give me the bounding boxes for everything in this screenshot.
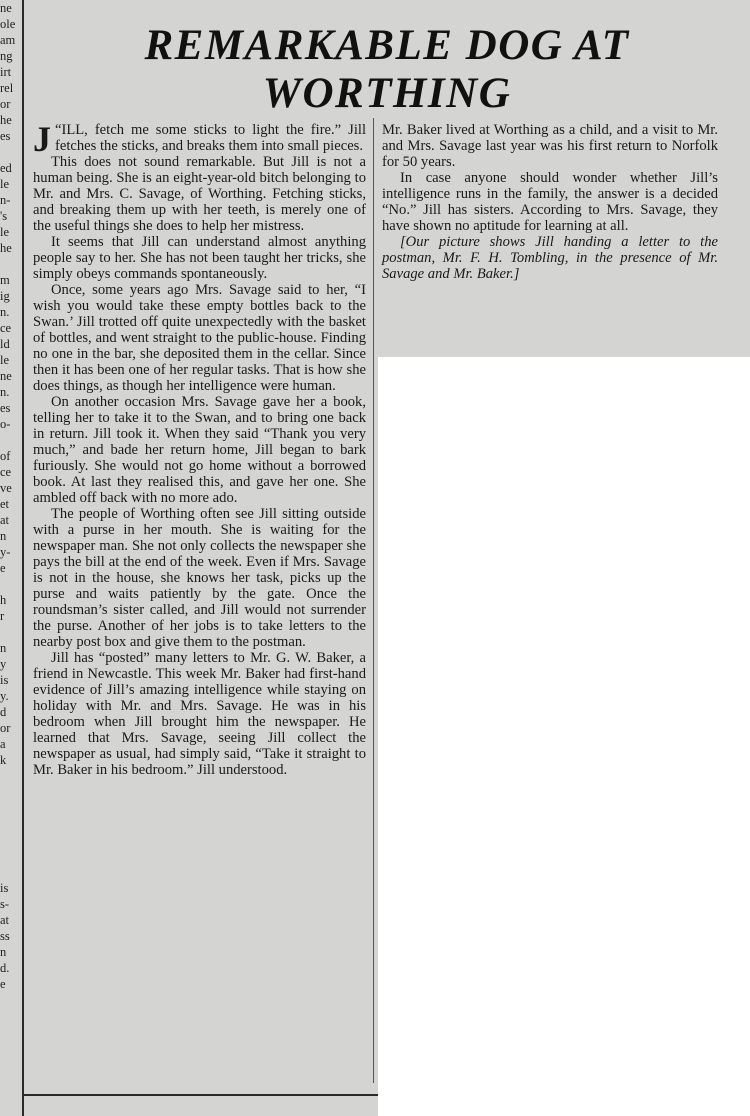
article-paragraph-6: The people of Worthing often see Jill sitting outside with a purse in her mouth. She is waiting for the newspaper man. She not only collects the newspaper she pays the bill at the end of the week. Even if Mrs. Savage is not in the house, she knows her task, picks up the purse and waits patiently by the gate. Once the roundsman’s sister called, and Jill would not surrender the purse. Another of her jobs is to take letters to the nearby post box and give them to the postman. (33, 506, 366, 650)
previous-column-line (0, 832, 22, 848)
article-column-right (382, 122, 718, 282)
article-column-left (33, 119, 366, 778)
column-rule-middle (373, 118, 374, 1083)
previous-column-line (0, 848, 22, 864)
previous-column-line: ce (0, 465, 12, 479)
previous-column-line: ce (0, 321, 12, 335)
article-paragraph-8: Mr. Baker lived at Worthing as a child, and a visit to Mr. and Mrs. Savage last year was his first return to Norfolk for 50 years. (382, 122, 718, 170)
previous-column-line: k (0, 753, 7, 767)
previous-column-line (0, 432, 22, 448)
previous-column-line (0, 816, 22, 832)
previous-column-line: rel (0, 81, 14, 95)
previous-column-line: le (0, 177, 10, 191)
previous-column-line: ng (0, 49, 13, 63)
article-paragraph-7: Jill has “posted” many letters to Mr. G. W. Baker, a friend in Newcastle. This week Mr. Baker had first-hand evidence of Jill’s amazing intelligence while staying on holiday with Mr. and Mrs. Savage. He was in his bedroom when Jill brought him the newspaper. He learned that Mrs. Savage, seeing Jill collect the newspaper as usual, had simply said, “Take it straight to Mr. Baker in his bedroom.” Jill understood. (33, 650, 366, 778)
previous-column-line: ed (0, 161, 12, 175)
previous-column-line: of (0, 449, 11, 463)
article-headline (24, 22, 750, 118)
previous-column-line: ld (0, 337, 10, 351)
previous-column-line: a (0, 737, 6, 751)
previous-column-line: ve (0, 481, 12, 495)
previous-column-line: m (0, 273, 10, 287)
previous-column-line: ne (0, 369, 12, 383)
article-paragraph-5: On another occasion Mrs. Savage gave her a book, telling her to take it to the Swan, and to bring one back in return. Jill took it. When they said “Thank you very much,” and bade her return home, Jill began to bark furiously. She would not go home without a borrowed book. At last they realised this, and gave her one. She ambled off back with no more ado. (33, 394, 366, 506)
previous-column-fragment (0, 0, 22, 1116)
article-paragraph-2: This does not sound remarkable. But Jill is not a human being. She is an eight-year-old bitch belonging to Mr. and Mrs. C. Savage, of Worthing. Fetching sticks, and breaking them up with her teeth, is merely one of the useful things she does to help her mistress. (33, 154, 366, 234)
previous-column-line (0, 784, 22, 800)
previous-column-line: ole (0, 17, 16, 31)
drop-cap: J (33, 119, 51, 159)
article-paragraph-4: Once, some years ago Mrs. Savage said to her, “I wish you would take these empty bottles back to the Swan.’ Jill trotted off quite unexpectedly with the basket of bottles, and went straight to the public-house. Finding no one in the bar, she deposited them in the cellar. Since then it has been one of her regular tasks. That is how she does things, as though her intelligence were human. (33, 282, 366, 394)
previous-column-line: n- (0, 193, 11, 207)
previous-column-line: y (0, 657, 7, 671)
previous-column-line: d (0, 705, 7, 719)
previous-column-line: s- (0, 897, 10, 911)
previous-column-line: es (0, 401, 11, 415)
previous-column-line (0, 624, 22, 640)
previous-column-line: es (0, 129, 11, 143)
previous-column-line: ne (0, 1, 12, 15)
column-rule-left (22, 0, 24, 1116)
previous-column-line: n (0, 529, 7, 543)
previous-column-line: n (0, 641, 7, 655)
headline-line-1: REMARKABLE DOG AT (144, 22, 630, 69)
previous-column-line: is (0, 881, 9, 895)
previous-column-line: et (0, 497, 10, 511)
previous-column-line: n (0, 945, 7, 959)
previous-column-line: irt (0, 65, 12, 79)
previous-column-line: or (0, 721, 11, 735)
previous-column-line: ss (0, 929, 10, 943)
previous-column-line: he (0, 241, 12, 255)
previous-column-line: 's (0, 209, 8, 223)
previous-column-line (0, 864, 22, 880)
article-paragraph-1: J “ILL, fetch me some sticks to light the fire.” Jill fetches the sticks, and breaks them into small pieces. (33, 119, 366, 159)
previous-column-line: y- (0, 545, 11, 559)
article-paragraph-3: It seems that Jill can understand almost anything people say to her. She has not been taught her tricks, she simply obeys commands spontaneously. (33, 234, 366, 282)
previous-column-line (0, 800, 22, 816)
previous-column-line: le (0, 225, 10, 239)
previous-column-line: r (0, 609, 5, 623)
photo-caption: [Our picture shows Jill handing a letter to the postman, Mr. F. H. Tombling, in the presence of Mr. Savage and Mr. Baker.] (382, 234, 718, 282)
previous-column-line: n. (0, 305, 10, 319)
previous-column-line: e (0, 561, 6, 575)
previous-column-line (0, 256, 22, 272)
previous-column-line: le (0, 353, 10, 367)
previous-column-line (0, 576, 22, 592)
previous-column-line: he (0, 113, 12, 127)
previous-column-line: at (0, 513, 10, 527)
bottom-rule (22, 1094, 378, 1096)
previous-column-line: d. (0, 961, 10, 975)
previous-column-line: ig (0, 289, 10, 303)
previous-column-line: y. (0, 689, 9, 703)
headline-line-2: WORTHING (262, 70, 512, 117)
previous-column-line: e (0, 977, 6, 991)
previous-column-line (0, 144, 22, 160)
previous-column-line (0, 768, 22, 784)
previous-column-line: n. (0, 385, 10, 399)
previous-column-line: or (0, 97, 11, 111)
previous-column-line: at (0, 913, 10, 927)
previous-column-line: o- (0, 417, 11, 431)
previous-column-line: am (0, 33, 16, 47)
previous-column-line: is (0, 673, 9, 687)
previous-column-line: h (0, 593, 7, 607)
article-paragraph-9: In case anyone should wonder whether Jill’s intelligence runs in the family, the answer is a decided “No.” Jill has sisters. According to Mrs. Savage, they have shown no aptitude for learning at all. (382, 170, 718, 234)
